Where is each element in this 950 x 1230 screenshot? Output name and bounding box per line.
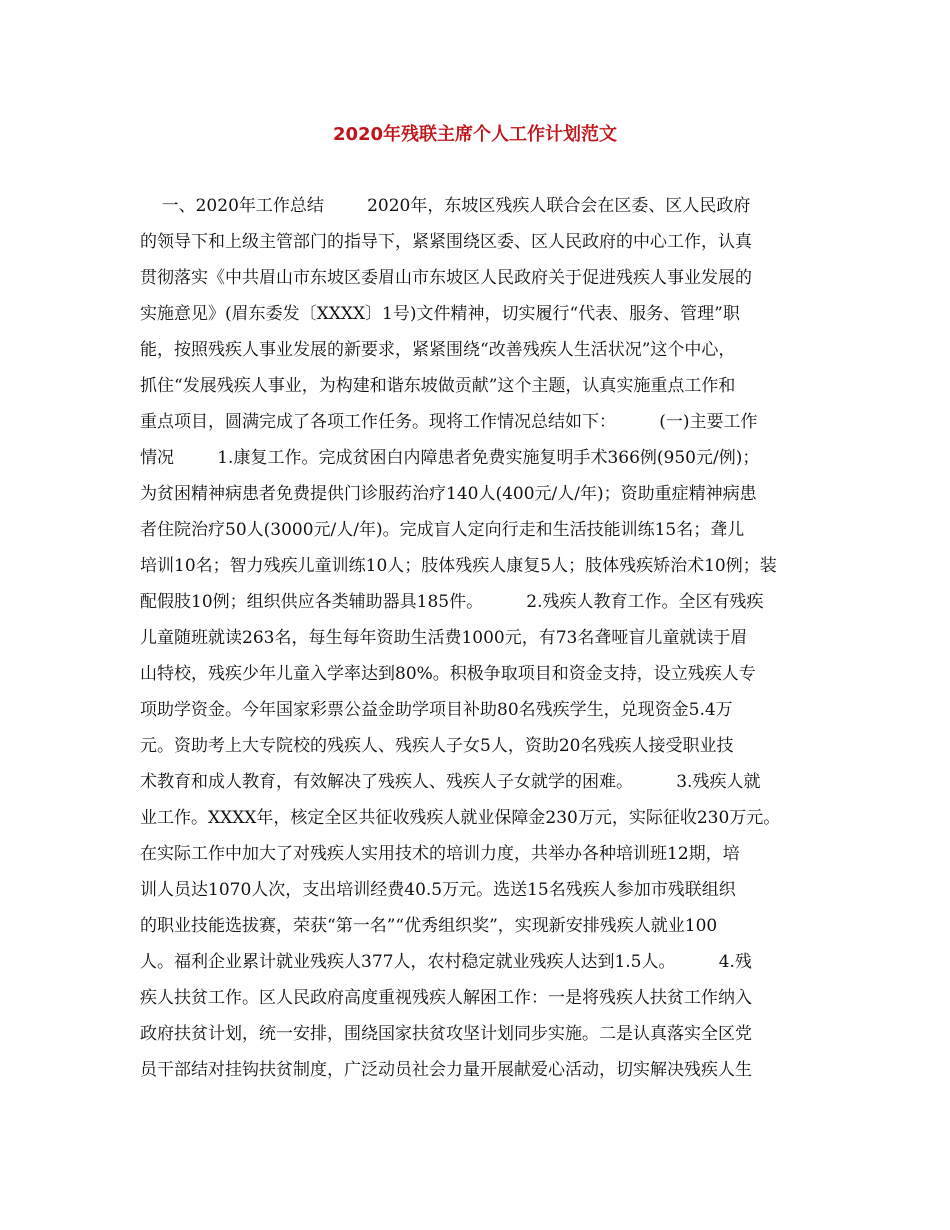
body-text-line: 人。福利企业累计就业残疾人377人，农村稳定就业残疾人达到1.5人。 4.残 — [140, 952, 752, 972]
document-body — [140, 188, 830, 1088]
body-text-line: 重点项目，圆满完成了各项工作任务。现将工作情况总结如下： (一)主要工作 — [140, 412, 758, 432]
body-text-line: 配假肢10例；组织供应各类辅助器具185件。 2.残疾人教育工作。全区有残疾 — [140, 592, 764, 612]
body-text-line: 业工作。XXXX年，核定全区共征收残疾人就业保障金230万元，实际征收230万元。 — [140, 808, 781, 828]
body-text-line: 的职业技能选拔赛，荣获“第一名”“优秀组织奖”，实现新安排残疾人就业100 — [140, 916, 718, 936]
body-text-line: 山特校，残疾少年儿童入学率达到80%。积极争取项目和资金支持，设立残疾人专 — [140, 664, 756, 684]
body-text-line: 元。资助考上大专院校的残疾人、残疾人子女5人，资助20名残疾人接受职业技 — [140, 736, 734, 756]
body-text-line: 疾人扶贫工作。区人民政府高度重视残疾人解困工作：一是将残疾人扶贫工作纳入 — [140, 988, 752, 1008]
document-title: 2020年残联主席个人工作计划范文 — [332, 124, 618, 145]
body-text-line: 术教育和成人教育，有效解决了残疾人、残疾人子女就学的困难。 3.残疾人就 — [140, 772, 761, 792]
body-text-line: 儿童随班就读263名，每生每年资助生活费1000元，有73名聋哑盲儿童就读于眉 — [140, 628, 748, 648]
body-text-line: 贯彻落实《中共眉山市东坡区委眉山市东坡区人民政府关于促进残疾人事业发展的 — [140, 268, 752, 288]
body-text-line: 为贫困精神病患者免费提供门诊服药治疗140人(400元/人/年)；资助重症精神病患 — [140, 484, 757, 504]
body-text-line: 员干部结对挂钩扶贫制度，广泛动员社会力量开展献爱心活动，切实解决残疾人生 — [140, 1060, 752, 1080]
body-text-line: 者住院治疗50人(3000元/人/年)。完成盲人定向行走和生活技能训练15名；聋儿 — [140, 520, 745, 540]
body-text-line: 在实际工作中加大了对残疾人实用技术的培训力度，共举办各种培训班12期，培 — [140, 844, 740, 864]
body-text-line: 政府扶贫计划，统一安排，围绕国家扶贫攻坚计划同步实施。二是认真落实全区党 — [140, 1024, 752, 1044]
body-text-line: 一、2020年工作总结 2020年，东坡区残疾人联合会在区委、区人民政府 — [140, 196, 751, 216]
body-text-line: 训人员达1070人次，支出培训经费40.5万元。选送15名残疾人参加市残联组织 — [140, 880, 736, 900]
body-text-line: 的领导下和上级主管部门的指导下，紧紧围绕区委、区人民政府的中心工作，认真 — [140, 232, 752, 252]
body-text-line: 情况 1.康复工作。完成贫困白内障患者免费实施复明手术366例(950元/例)； — [140, 448, 760, 468]
body-text-line: 项助学资金。今年国家彩票公益金助学项目补助80名残疾学生，兑现资金5.4万 — [140, 700, 733, 720]
body-text-line: 抓住“发展残疾人事业，为构建和谐东坡做贡献”这个主题，认真实施重点工作和 — [140, 376, 736, 396]
body-text-line: 能，按照残疾人事业发展的新要求，紧紧围绕“改善残疾人生活状况”这个中心， — [140, 340, 736, 360]
body-text-line: 培训10名；智力残疾儿童训练10人；肢体残疾人康复5人；肢体残疾矫治术10例；装 — [140, 556, 777, 576]
body-text-line: 实施意见》(眉东委发〔XXXX〕1号)文件精神，切实履行“代表、服务、管理”职 — [140, 304, 740, 324]
